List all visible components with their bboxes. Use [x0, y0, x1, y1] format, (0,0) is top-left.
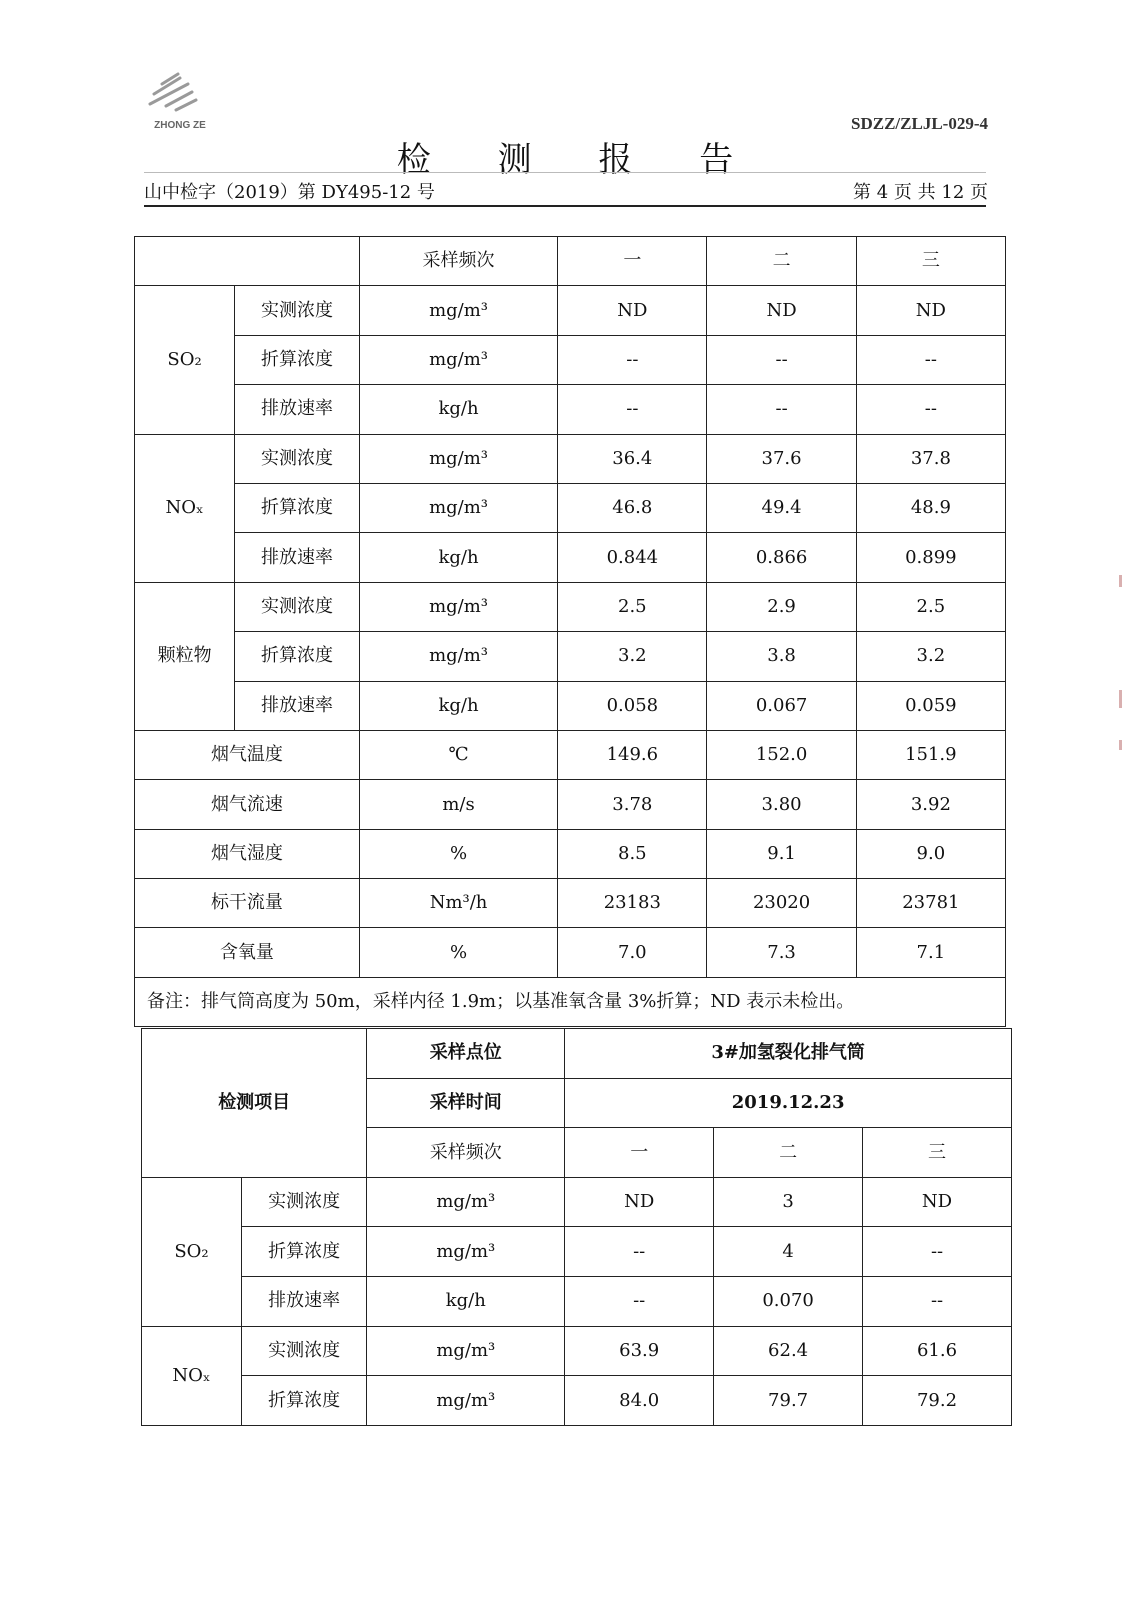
value-2: 23020 [707, 879, 856, 928]
value-2: 62.4 [714, 1326, 863, 1376]
value-2: 0.070 [714, 1276, 863, 1326]
pollutant-name: SO₂ [142, 1177, 242, 1326]
value-3: 61.6 [863, 1326, 1012, 1376]
seal-edge-mark [1119, 740, 1122, 750]
value-2: 9.1 [707, 829, 856, 878]
unit: kg/h [359, 533, 557, 582]
table-row [135, 780, 1006, 829]
value-1: -- [558, 385, 707, 434]
value-3: 9.0 [856, 829, 1005, 878]
unit: mg/m³ [359, 632, 557, 681]
item-name: 折算浓度 [235, 483, 360, 532]
value-1: ND [565, 1177, 714, 1227]
value-2: ND [707, 286, 856, 335]
unit: mg/m³ [359, 335, 557, 384]
pollutant-name: 颗粒物 [135, 582, 235, 730]
value-3: 0.059 [856, 681, 1005, 730]
table-row [135, 829, 1006, 878]
value-1: 23183 [558, 879, 707, 928]
value-3: -- [863, 1276, 1012, 1326]
frequency-1: 一 [558, 237, 707, 286]
pollutant-name: NOₓ [135, 434, 235, 582]
value-2: 152.0 [707, 730, 856, 779]
table-row [135, 582, 1006, 631]
item-name: 排放速率 [235, 533, 360, 582]
frequency-3: 三 [856, 237, 1005, 286]
frequency-3: 三 [863, 1128, 1012, 1178]
table-row [135, 335, 1006, 384]
page-number: 第 4 页 共 12 页 [853, 182, 988, 203]
table-row [135, 385, 1006, 434]
report-serial-number: 山中检字（2019）第 DY495-12 号 [144, 182, 435, 203]
sampling-point-label: 采样点位 [367, 1029, 565, 1079]
value-2: -- [707, 335, 856, 384]
unit: % [359, 829, 557, 878]
header-rule [144, 205, 986, 207]
value-1: 0.058 [558, 681, 707, 730]
value-1: 84.0 [565, 1376, 714, 1426]
value-2: 37.6 [707, 434, 856, 483]
unit: Nm³/h [359, 879, 557, 928]
table-row [135, 434, 1006, 483]
item-name: 烟气温度 [135, 730, 360, 779]
item-name: 标干流量 [135, 879, 360, 928]
value-2: 7.3 [707, 928, 856, 977]
item-name: 排放速率 [235, 681, 360, 730]
item-name: 排放速率 [241, 1276, 366, 1326]
unit: kg/h [359, 385, 557, 434]
unit: kg/h [359, 681, 557, 730]
table-row [142, 1177, 1012, 1227]
seal-edge-mark [1119, 575, 1122, 587]
page-title: 检 测 报 告 [396, 140, 762, 180]
table-row [142, 1227, 1012, 1277]
item-name: 折算浓度 [235, 632, 360, 681]
project-label: 检测项目 [142, 1029, 367, 1178]
value-1: 0.844 [558, 533, 707, 582]
value-1: 3.78 [558, 780, 707, 829]
note-row [135, 977, 1006, 1026]
table-row [135, 483, 1006, 532]
value-3: -- [856, 335, 1005, 384]
sampling-time: 2019.12.23 [565, 1078, 1012, 1128]
item-name: 实测浓度 [235, 286, 360, 335]
pollutant-name: NOₓ [142, 1326, 242, 1425]
item-name: 实测浓度 [235, 434, 360, 483]
frequency-1: 一 [565, 1128, 714, 1178]
unit: mg/m³ [359, 434, 557, 483]
table-row [135, 286, 1006, 335]
value-2: 3.8 [707, 632, 856, 681]
item-name: 烟气流速 [135, 780, 360, 829]
value-1: -- [565, 1227, 714, 1277]
unit: mg/m³ [359, 483, 557, 532]
item-name: 含氧量 [135, 928, 360, 977]
pollutant-name: SO₂ [135, 286, 235, 434]
value-2: 2.9 [707, 582, 856, 631]
unit: % [359, 928, 557, 977]
value-3: -- [856, 385, 1005, 434]
value-2: 0.866 [707, 533, 856, 582]
value-2: 3.80 [707, 780, 856, 829]
value-2: 49.4 [707, 483, 856, 532]
table-row [135, 681, 1006, 730]
table-row [135, 879, 1006, 928]
value-3: 23781 [856, 879, 1005, 928]
unit: mg/m³ [359, 582, 557, 631]
unit: mg/m³ [367, 1376, 565, 1426]
value-1: ND [558, 286, 707, 335]
document-code: SDZZ/ZLJL-029-4 [851, 114, 988, 133]
item-name: 实测浓度 [235, 582, 360, 631]
value-1: -- [558, 335, 707, 384]
value-3: 48.9 [856, 483, 1005, 532]
unit: m/s [359, 780, 557, 829]
value-3: 3.92 [856, 780, 1005, 829]
item-name: 排放速率 [235, 385, 360, 434]
frequency-label: 采样频次 [367, 1128, 565, 1178]
logo-mark-icon [140, 70, 220, 120]
table-header-row [135, 237, 1006, 286]
value-3: 7.1 [856, 928, 1005, 977]
value-1: 2.5 [558, 582, 707, 631]
unit: kg/h [367, 1276, 565, 1326]
title-divider [144, 172, 986, 173]
table-row [135, 928, 1006, 977]
value-3: -- [863, 1227, 1012, 1277]
unit: mg/m³ [367, 1177, 565, 1227]
table-row [142, 1326, 1012, 1376]
item-name: 折算浓度 [241, 1227, 366, 1277]
table-row [135, 730, 1006, 779]
value-3: 2.5 [856, 582, 1005, 631]
unit: mg/m³ [367, 1227, 565, 1277]
value-3: 37.8 [856, 434, 1005, 483]
sampling-point: 3#加氢裂化排气筒 [565, 1029, 1012, 1079]
table-row [135, 632, 1006, 681]
item-name: 实测浓度 [241, 1326, 366, 1376]
value-1: 3.2 [558, 632, 707, 681]
logo-text: ZHONG ZE [154, 120, 206, 131]
value-2: 79.7 [714, 1376, 863, 1426]
table-row [135, 533, 1006, 582]
results-table-1 [134, 236, 1006, 1027]
value-2: 3 [714, 1177, 863, 1227]
remarks-note: 备注：排气筒高度为 50m，采样内径 1.9m；以基准氧含量 3%折算；ND 表示未检出。 [135, 977, 1006, 1026]
value-2: 4 [714, 1227, 863, 1277]
frequency-2: 二 [707, 237, 856, 286]
value-1: 8.5 [558, 829, 707, 878]
value-1: 149.6 [558, 730, 707, 779]
value-2: 0.067 [707, 681, 856, 730]
unit: mg/m³ [367, 1326, 565, 1376]
frequency-label: 采样频次 [359, 237, 557, 286]
value-1: 36.4 [558, 434, 707, 483]
seal-edge-mark [1119, 690, 1122, 708]
item-name: 折算浓度 [241, 1376, 366, 1426]
company-logo [140, 70, 220, 132]
unit: mg/m³ [359, 286, 557, 335]
results-table-2 [141, 1028, 1012, 1426]
table-row [142, 1276, 1012, 1326]
frequency-2: 二 [714, 1128, 863, 1178]
item-name: 折算浓度 [235, 335, 360, 384]
value-2: -- [707, 385, 856, 434]
item-name: 实测浓度 [241, 1177, 366, 1227]
unit: ℃ [359, 730, 557, 779]
value-3: 3.2 [856, 632, 1005, 681]
value-1: 7.0 [558, 928, 707, 977]
table-row [142, 1376, 1012, 1426]
value-3: 79.2 [863, 1376, 1012, 1426]
table-header-row [142, 1029, 1012, 1079]
sampling-time-label: 采样时间 [367, 1078, 565, 1128]
blank-header-cell [135, 237, 360, 286]
value-1: -- [565, 1276, 714, 1326]
value-3: ND [863, 1177, 1012, 1227]
value-3: 0.899 [856, 533, 1005, 582]
value-1: 63.9 [565, 1326, 714, 1376]
value-1: 46.8 [558, 483, 707, 532]
value-3: ND [856, 286, 1005, 335]
value-3: 151.9 [856, 730, 1005, 779]
item-name: 烟气湿度 [135, 829, 360, 878]
